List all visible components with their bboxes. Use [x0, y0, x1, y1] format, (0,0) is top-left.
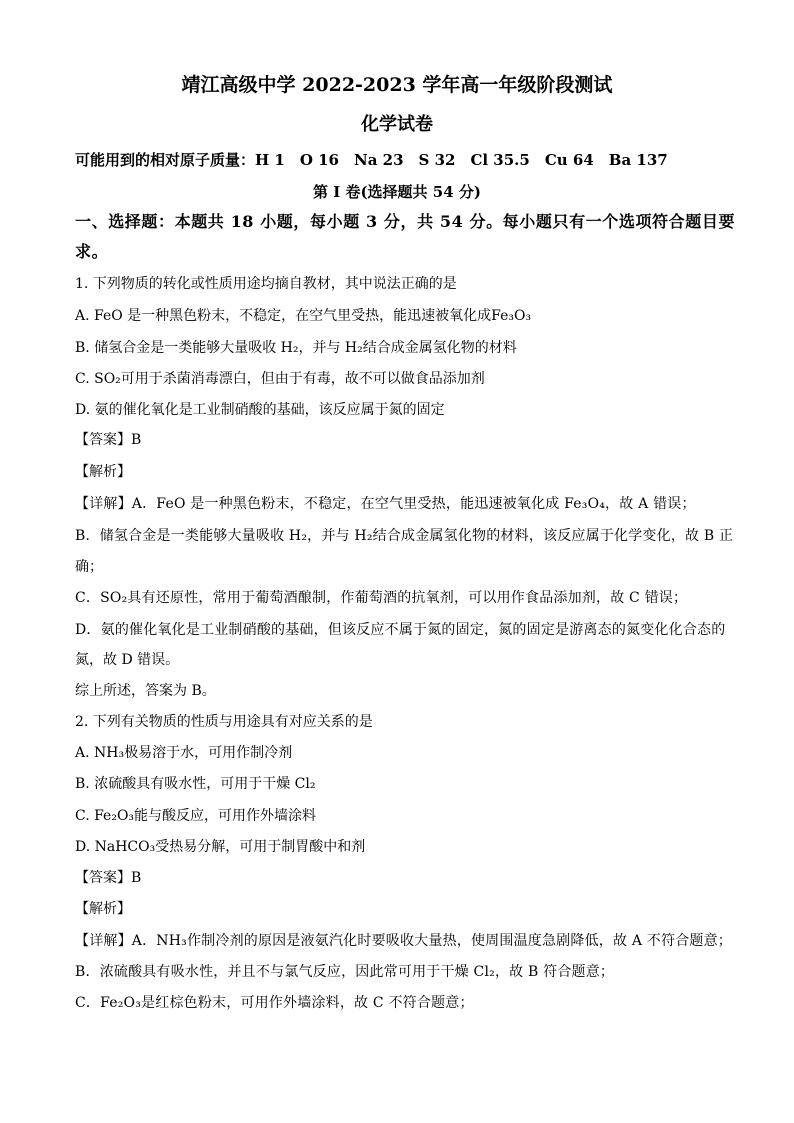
q1-option-c: C. SO₂可用于杀菌消毒漂白，但由于有毒，故不可以做食品添加剂 [75, 371, 485, 387]
q2-detail-b: B．浓硫酸具有吸水性，并且不与氯气反应，因此常可用于干燥 Cl₂，故 B 符合题意； [75, 964, 615, 980]
q2-option-d: D. NaHCO₃受热易分解，可用于制胃酸中和剂 [75, 839, 366, 855]
exam-subtitle: 化学试卷 [361, 114, 433, 135]
q2-option-a: A. NH₃极易溶于水，可用作制冷剂 [75, 745, 293, 761]
page-title: 靖江高级中学 2022-2023 学年高一年级阶段测试 [181, 74, 613, 96]
q1-summary: 综上所述，答案为 B。 [75, 683, 216, 699]
q1-detail-b: B．储氢合金是一类能够大量吸收 H₂，并与 H₂结合成金属氢化物的材料，该反应属于化学变化，故 B 正 [75, 528, 734, 544]
q2-stem: 2. 下列有关物质的性质与用途具有对应关系的是 [75, 714, 373, 730]
section-heading-cont: 求。 [75, 242, 109, 261]
part-title: 第 I 卷(选择题共 54 分) [313, 183, 481, 201]
q1-stem: 1. 下列物质的转化或性质用途均摘自教材，其中说法正确的是 [75, 276, 457, 292]
q2-analysis: 【解析】 [75, 901, 131, 917]
section-heading: 一、选择题：本题共 18 小题，每小题 3 分，共 54 分。每小题只有一个选项符合题目要 [75, 212, 736, 231]
q2-option-c: C. Fe₂O₃能与酸反应，可用作外墙涂料 [75, 808, 317, 824]
q1-analysis: 【解析】 [75, 464, 131, 480]
q1-option-d: D. 氨的催化氧化是工业制硝酸的基础，该反应属于氮的固定 [75, 402, 445, 418]
q2-detail-a: 【详解】A．NH₃作制冷剂的原因是液氨汽化时要吸收大量热，使周围温度急剧降低，故 A 不符合题意； [75, 933, 732, 949]
q1-option-a: A. FeO 是一种黑色粉末，不稳定，在空气里受热，能迅速被氧化成Fe₃O₃ [75, 308, 532, 324]
q1-answer: 【答案】B [75, 432, 142, 448]
q1-detail-b-cont: 确； [75, 559, 103, 575]
q1-option-b: B. 储氢合金是一类能够大量吸收 H₂，并与 H₂结合成金属氢化物的材料 [75, 340, 517, 356]
q1-detail-c: C．SO₂具有还原性，常用于葡萄酒酿制，作葡萄酒的抗氧剂，可以用作食品添加剂，故 C 错误； [75, 590, 688, 606]
q1-detail-a: 【详解】A．FeO 是一种黑色粉末，不稳定，在空气里受热，能迅速被氧化成 Fe₃O₄，故 A 错误； [75, 496, 696, 512]
q2-answer: 【答案】B [75, 870, 142, 886]
q1-detail-d: D．氨的催化氧化是工业制硝酸的基础，但该反应不属于氮的固定，氮的固定是游离态的氮变化化合态的 [75, 622, 726, 638]
q2-option-b: B. 浓硫酸具有吸水性，可用于干燥 Cl₂ [75, 776, 316, 792]
atomic-masses: 可能用到的相对原子质量：H 1 O 16 Na 23 S 32 Cl 35.5 Cu 64 Ba 137 [75, 151, 668, 169]
q1-detail-d-cont: 氮，故 D 错误。 [75, 652, 180, 668]
q2-detail-c: C．Fe₂O₃是红棕色粉末，可用作外墙涂料，故 C 不符合题意； [75, 995, 474, 1011]
